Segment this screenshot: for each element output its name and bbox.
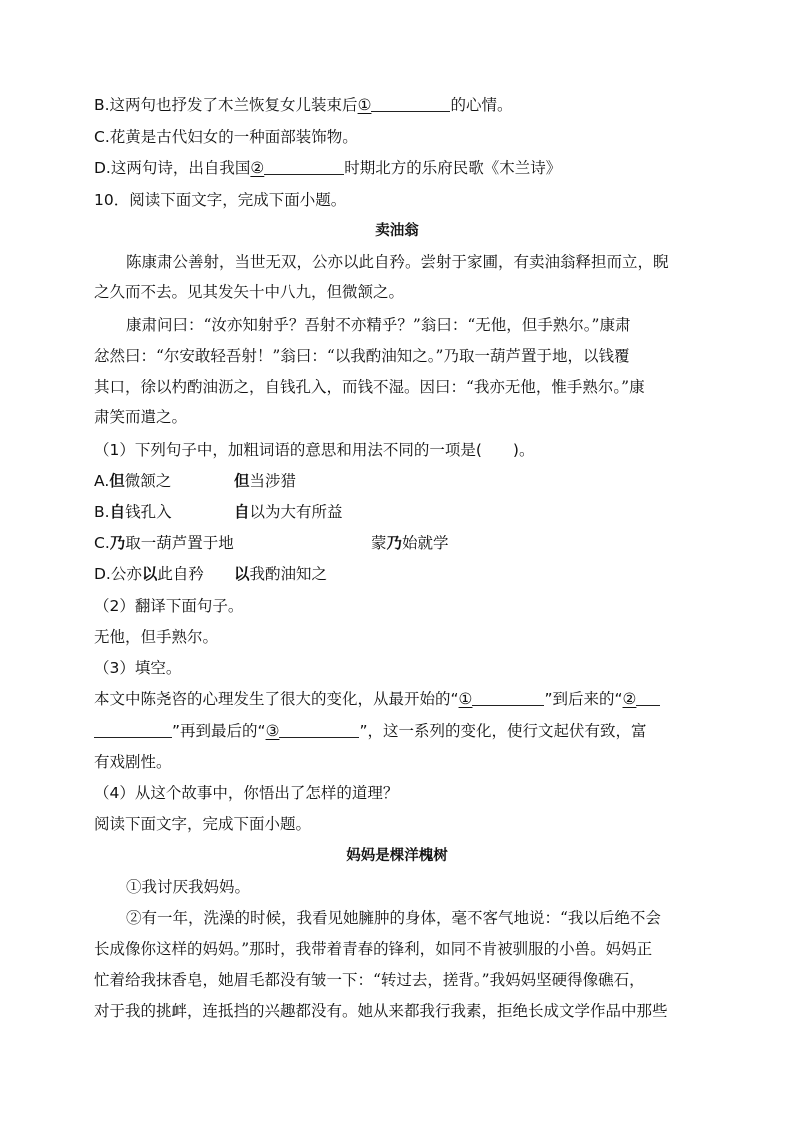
sub3-blank-3[interactable] <box>279 721 359 738</box>
option-a-label: A. <box>94 472 110 490</box>
option-b-rest-2: 以为大有所益 <box>249 503 343 521</box>
option-d-bold-1: 以 <box>141 565 158 583</box>
option-b-rest-1: 钱孔入 <box>125 503 172 521</box>
option-d-rest-2: 我酌油知之 <box>249 565 328 583</box>
q11-intro-text: 阅读下面文字，完成下面小题。 <box>94 815 312 833</box>
q10-sub3-text: （3）填空。 <box>94 659 182 677</box>
sub3-blank-2-end[interactable] <box>94 721 172 738</box>
q10-para1-line2-text: 之久而不去。见其发矢十中八九，但微颔之。 <box>94 283 405 301</box>
q9-option-b-prefix: B.这两句也抒发了木兰恢复女儿装束后 <box>94 96 358 114</box>
q10-sub2-text: （2）翻译下面句子。 <box>94 597 244 615</box>
q11-para2-line3-text: 忙着给我抹香皂，她眉毛都没有皱一下：“转过去，搓背。”我妈妈坚硬得像礁石， <box>94 971 645 989</box>
option-d-rest-1: 此自矜 <box>157 565 204 583</box>
option-b-label: B. <box>94 503 110 521</box>
option-b-bold-2: 自 <box>234 503 250 521</box>
option-c-label: C. <box>94 534 110 552</box>
sub3-blank-2-mark: ② <box>622 690 637 708</box>
q10-sub1-text: （1）下列句子中，加粗词语的意思和用法不同的一项是( )。 <box>94 441 535 459</box>
q9-option-d-suffix: 时期北方的乐府民歌《木兰诗》 <box>344 159 562 177</box>
option-c-rest-2: 始就学 <box>402 534 449 552</box>
sub3-blank-2-start[interactable] <box>636 689 660 706</box>
option-d-bold-2: 以 <box>234 565 250 583</box>
q10-intro-text: 10．阅读下面文字，完成下面小题。 <box>94 191 347 209</box>
q10-para2-line3-text: 其口，徐以杓酌油沥之，自钱孔入，而钱不湿。因曰：“我亦无他，惟手熟尔。”康 <box>94 378 645 396</box>
sub3-blank-1-mark: ① <box>458 690 473 708</box>
q9-blank-2[interactable] <box>264 158 344 175</box>
q11-para2-line4-text: 对于我的挑衅，连抵挡的兴趣都没有。她从来都我行我素，拒绝长成文学作品中那些 <box>94 1002 668 1020</box>
option-a-rest-1: 微颔之 <box>124 472 172 490</box>
sub3-blank-3-mark: ③ <box>265 722 280 740</box>
q10-passage-title: 卖油翁 <box>375 222 419 239</box>
sub3-line3-text: 有戏剧性。 <box>94 753 172 771</box>
option-b-bold-1: 自 <box>109 503 126 521</box>
q11-para2-line2-text: 长成像你这样的妈妈。”那时，我带着青春的锋利，如同不肯被驯服的小兽。妈妈正 <box>94 940 653 958</box>
sub3-line2-part-b: ”，这一系列的变化，使行文起伏有致，富 <box>359 722 647 740</box>
q9-blank-1-mark: ① <box>357 96 372 114</box>
q11-para1-text: ①我讨厌我妈妈。 <box>126 878 251 896</box>
option-d-pre-1: 公亦 <box>110 565 142 583</box>
sub3-blank-1[interactable] <box>472 689 544 706</box>
option-a-bold-1: 但 <box>109 472 125 490</box>
q10-para2-line2-text: 忿然曰：“尔安敢轻吾射！”翁曰：“以我酌油知之。”乃取一葫芦置于地，以钱覆 <box>94 347 630 365</box>
sub3-line1-part-b: ”到后来的“ <box>544 690 623 708</box>
q10-para2-line4-text: 肃笑而遣之。 <box>94 408 188 426</box>
q10-para2-line1-text: 康肃问曰：“汝亦知射乎？吾射不亦精乎？”翁曰：“无他，但手熟尔。”康肃 <box>126 316 631 334</box>
q10-sub4-text: （4）从这个故事中，你悟出了怎样的道理？ <box>94 784 399 802</box>
q9-option-d-prefix: D.这两句诗，出自我国 <box>94 159 251 177</box>
option-c-bold-1: 乃 <box>109 534 126 552</box>
q9-option-b-suffix: 的心情。 <box>450 96 513 114</box>
q11-passage-title: 妈妈是棵洋槐树 <box>346 847 448 864</box>
q10-sub2-sentence-text: 无他，但手熟尔。 <box>94 628 219 646</box>
q11-para2-line1-text: ②有一年，洗澡的时候，我看见她臃肿的身体，毫不客气地说：“我以后绝不会 <box>126 909 661 927</box>
option-a-rest-2: 当涉猎 <box>249 472 297 490</box>
q9-blank-1[interactable] <box>371 95 450 112</box>
option-c-bold-2: 乃 <box>386 534 403 552</box>
sub3-line2-part-a: ”再到最后的“ <box>172 722 266 740</box>
option-c-rest-1: 取一葫芦置于地 <box>125 534 234 552</box>
option-a-bold-2: 但 <box>234 472 250 490</box>
q9-blank-2-mark: ② <box>250 159 265 177</box>
sub3-line1-part-a: 本文中陈尧咨的心理发生了很大的变化，从最开始的“ <box>94 690 459 708</box>
q10-para1-line1-text: 陈康肃公善射，当世无双，公亦以此自矜。尝射于家圃，有卖油翁释担而立，睨 <box>126 253 669 271</box>
q9-option-c-text: C.花黄是古代妇女的一种面部装饰物。 <box>94 128 358 146</box>
option-d-label: D. <box>94 565 111 583</box>
option-c-pre-2: 蒙 <box>371 534 387 552</box>
